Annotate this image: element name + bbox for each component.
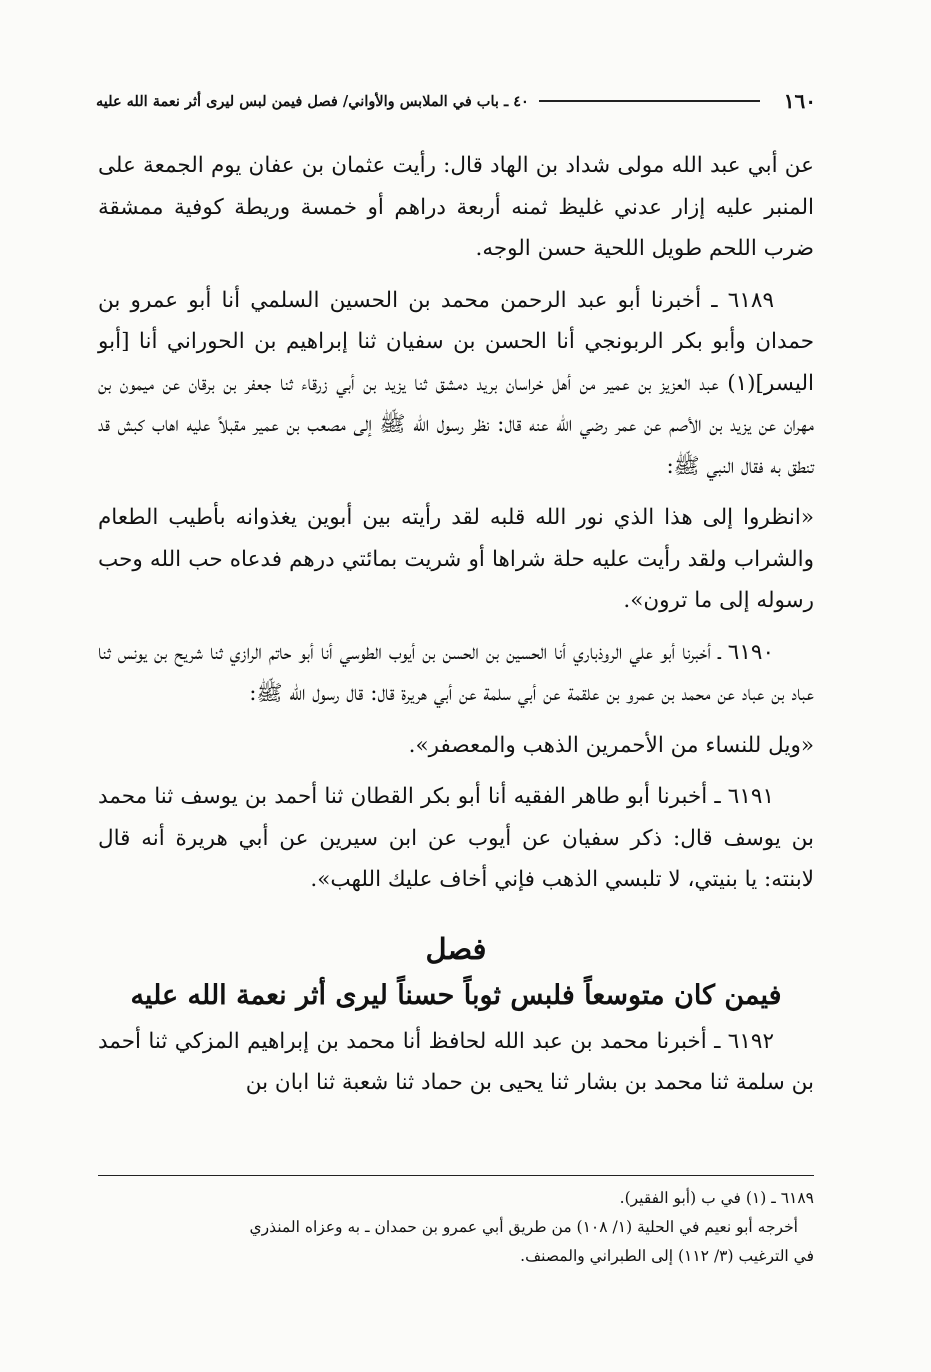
hadith-quote: «انظروا إلى هذا الذي نور الله قلبه لقد رأيته بين أبوين يغذوانه بأطيب الطعام والشراب ولقد رأيت عليه حلة شراها أو شريت بمائتي درهم فدعاه حب الله وحب رسوله إلى ما ترون». bbox=[98, 505, 814, 613]
header-rule bbox=[539, 100, 760, 102]
footnote-divider bbox=[98, 1175, 814, 1176]
footnote-1: ٦١٨٩ ـ (١) في ب (أبو الفقير). bbox=[619, 1189, 814, 1207]
paragraph-continuation: عن أبي عبد الله مولى شداد بن الهاد قال: رأيت عثمان بن عفان يوم الجمعة على المنبر عليه إزار عدني غليظ ثمنه أربعة دراهم أو خمسة وريطة كوفية ممشقة ضرب اللحم طويل اللحية حسن الوجه. bbox=[98, 153, 814, 261]
footnote-2-line-1: أخرجه أبو نعيم في الحلية (١/ ١٠٨) من طريق أبي عمرو بن حمدان ـ به وعزاه المنذري bbox=[249, 1218, 798, 1236]
footnotes bbox=[98, 1184, 814, 1271]
main-text bbox=[98, 145, 814, 1114]
hadith-6192: ٦١٩٢ ـ أخبرنا محمد بن عبد الله لحافظ أنا محمد بن إبراهيم المزكي ثنا أحمد بن سلمة ثنا محمد بن بشار ثنا يحيى بن حماد ثنا شعبة ثنا ابان بن bbox=[98, 1028, 814, 1095]
section-title: فصل bbox=[425, 931, 487, 966]
page-header bbox=[96, 84, 816, 118]
hadith-6191: ٦١٩١ ـ أخبرنا أبو طاهر الفقيه أنا أبو بكر القطان ثنا أحمد بن يوسف ثنا محمد بن يوسف قال: ذكر سفيان عن أيوب عن ابن سيرين عن أبي هريرة أنه قال لابنته: يا بنيتي، لا تلبسي الذهب فإني أخاف عليك اللهب». bbox=[98, 784, 814, 892]
page-number: ١٦٠ bbox=[783, 89, 816, 113]
running-head: ٤٠ ـ باب في الملابس والأواني/ فصل فيمن لبس ليرى أثر نعمة الله عليه bbox=[96, 92, 529, 110]
footnote-2-line-2: في الترغيب (٣/ ١١٢) إلى الطبراني والمصنف. bbox=[520, 1247, 814, 1265]
hadith-6190: ٦١٩٠ ـ أخبرنا أبو علي الروذباري أنا الحسين بن الحسن بن أيوب الطوسي أنا أبو حاتم الرازي ثنا شريح بن يونس ثنا عباد بن عباد عن محمد بن عمرو بن علقمة عن أبي سلمة عن أبي هريرة قال: قال رسول الله ﷺ: bbox=[98, 639, 814, 706]
hadith-quote: «ويل للنساء من الأحمرين الذهب والمعصفر». bbox=[408, 732, 814, 758]
section-heading: فيمن كان متوسعاً فلبس ثوباً حسناً ليرى أثر نعمة الله عليه bbox=[130, 979, 782, 1011]
hadith-6189: ٦١٨٩ ـ أخبرنا أبو عبد الرحمن محمد بن الحسين السلمي أنا أبو عمرو بن حمدان وأبو بكر الربونجي أنا الحسن بن سفيان ثنا إبراهيم بن الحوراني أنا [أبو اليسر](١) عبد العزيز بن عمير من أهل خراسان بريد دمشق ثنا يزيد بن أبي زرقاء ثنا جعفر بن برقان عن ميمون بن مهران عن يزيد بن الأصم عن عمر رضي الله عنه قال: نظر رسول الله ﷺ إلى مصعب بن عمير مقبلاً عليه اهاب كبش قد تنطق به فقال النبي ﷺ: bbox=[98, 287, 814, 479]
